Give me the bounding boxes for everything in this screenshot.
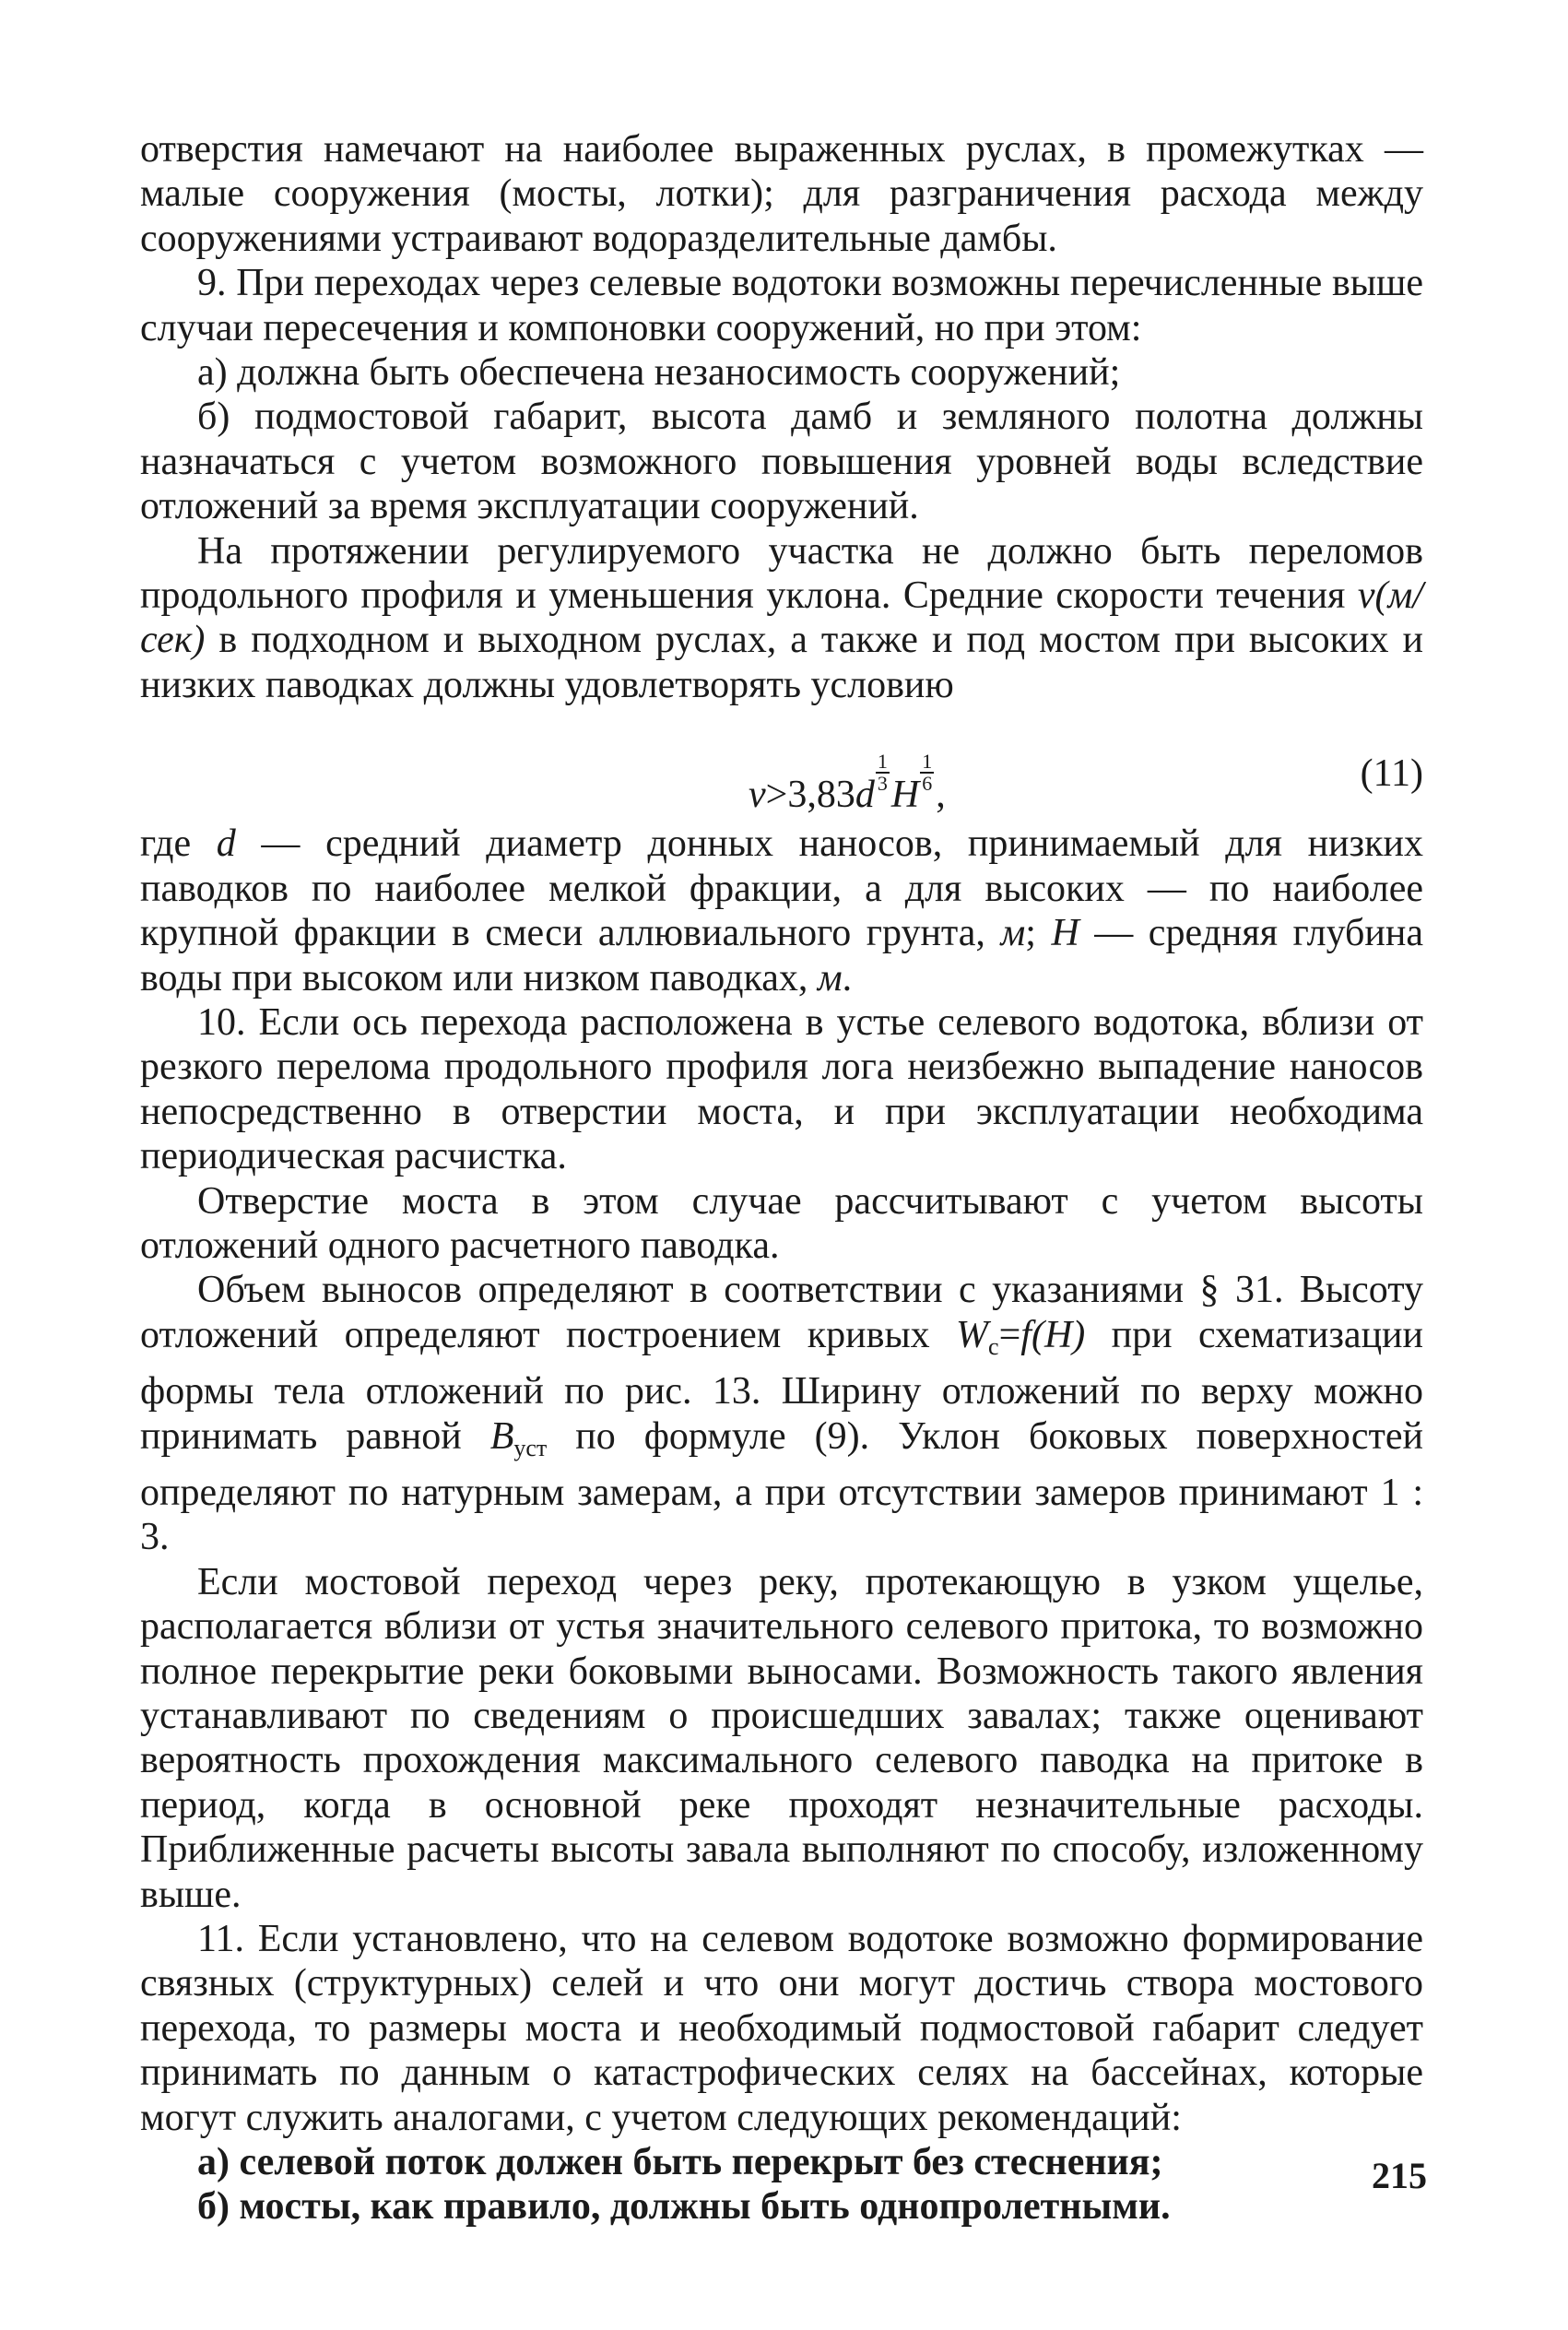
- exponent-H: [920, 751, 934, 794]
- variable-H: (H): [1031, 1313, 1086, 1356]
- text-segment: по формуле (9). Уклон боковых поверхностей определяют по натурным замерам, а при отсутствии замеров принимают 1 : 3.: [140, 1414, 1424, 1559]
- formula-H: H: [890, 774, 920, 817]
- text-segment: =: [998, 1313, 1021, 1356]
- list-item-9b: б) подмостовой габарит, высота дамб и земляного полотна должны назначаться с учетом возможного повышения уровней воды вследствие отложений за время эксплуатации сооружений.: [140, 396, 1423, 528]
- exponent-d: [876, 751, 890, 794]
- paragraph-item-11: 11. Если установлено, что на селевом водотоке возможно формирование связных (структурных) селей и что они могут достичь створа мостового перехода, то размеры моста и необходимый подмостовой габарит следует принимать по данным о катастрофических селях на бассейнах, которые могут служить аналогами, с учетом следующих рекомендаций:: [140, 1918, 1423, 2139]
- subscript-c: с: [988, 1332, 999, 1360]
- exponent-d-denominator: 3: [877, 772, 888, 796]
- text-segment: На протяжении регулируемого участка не должно быть переломов продольного профиля и уменьшения уклона. Средние скорости течения: [140, 529, 1423, 618]
- variable-W: W: [956, 1313, 989, 1356]
- exponent-H-denominator: 6: [922, 772, 933, 796]
- paragraph-velocity-condition: [140, 529, 1423, 708]
- text-segment: ;: [1025, 912, 1052, 955]
- variable-H: Н: [1051, 912, 1079, 955]
- text-segment: — средний диаметр донных наносов, принимаемый для низких паводков по наиболее мелкой фракции, а для высоких — по наиболее крупной фракции в смеси аллювиального грунта,: [140, 822, 1423, 955]
- list-item-11b: б) мосты, как правило, должны быть однопролетными.: [197, 2185, 1171, 2229]
- formula-relation: >: [765, 774, 788, 817]
- unit-text: (м/сек): [140, 574, 1423, 662]
- text-segment: .: [842, 956, 853, 999]
- formula-coefficient: 3,83: [787, 774, 855, 817]
- body-text: [140, 127, 1423, 2229]
- list-item-11a: а) селевой поток должен быть перекрыт без стеснения;: [197, 2141, 1163, 2184]
- text-segment: в подходном и выходном руслах, а также и под мостом при высоких и низких паводках должны удовлетворять условию: [140, 619, 1423, 706]
- list-item-9a: а) должна быть обеспечена незаносимость сооружений;: [197, 351, 1121, 395]
- text-segment: при схематизации формы тела отложений по рис. 13. Ширину отложений по верху можно принимать равной: [140, 1313, 1423, 1458]
- page-number: 215: [1372, 2155, 1427, 2196]
- variable-v: v: [1357, 574, 1375, 618]
- formula-d: d: [855, 774, 875, 817]
- paragraph-bridge-opening: Отверстие моста в этом случае рассчитывают с учетом высоты отложений одного расчетного паводка.: [140, 1179, 1423, 1267]
- formula-expression: [749, 751, 946, 817]
- subscript-ust: уст: [513, 1434, 548, 1461]
- function-f: f: [1020, 1313, 1032, 1356]
- formula-number: (11): [1360, 752, 1423, 796]
- exponent-d-numerator: 1: [877, 750, 888, 774]
- paragraph-deposit-volume: [140, 1268, 1423, 1559]
- paragraph-item-9: 9. При переходах через селевые водотоки возможны перечисленные выше случаи пересечения и компоновки сооружений, но при этом:: [140, 262, 1423, 349]
- paragraph-gorge-crossing: Если мостовой переход через реку, протекающую в узком ущелье, располагается вблизи от устья значительного селевого притока, то возможно полное перекрытие реки боковыми выносами. Возможность такого явления устанавливают по сведениям о происшедших завалах; также оценивают вероятность прохождения максимального селевого паводка на притоке в период, когда в основной реке проходят незначительные расходы. Приближенные расчеты высоты завала выполняют по способу, изложенному выше.: [140, 1560, 1423, 1916]
- variable-d: d: [216, 822, 236, 866]
- exponent-H-numerator: 1: [922, 750, 933, 774]
- unit-m: м: [1000, 912, 1026, 955]
- formula-11: [140, 707, 1423, 822]
- text-segment: — средняя глубина воды при высоком или низком паводках,: [140, 912, 1423, 999]
- text-segment: где: [140, 822, 217, 866]
- formula-trailing: ,: [936, 774, 946, 817]
- variable-B: В: [489, 1414, 514, 1458]
- paragraph-continuation: отверстия намечают на наиболее выраженных руслах, в промежутках — малые сооружения (мосты, лотки); для разграничения расхода между сооружениями устраивают водоразделительные дамбы.: [140, 128, 1423, 260]
- unit-m: м: [817, 956, 843, 999]
- paragraph-where-clause: [140, 822, 1423, 1000]
- text-segment: Объем выносов определяют в соответствии с указаниями § 31. Высоту отложений определяют построением кривых: [140, 1269, 1423, 1356]
- paragraph-item-10: 10. Если ось перехода расположена в устье селевого водотока, вблизи от резкого перелома продольного профиля лога неизбежно выпадение наносов непосредственно в отверстии моста, и при эксплуатации необходима периодическая расчистка.: [140, 1000, 1423, 1178]
- formula-lhs: v: [749, 774, 766, 817]
